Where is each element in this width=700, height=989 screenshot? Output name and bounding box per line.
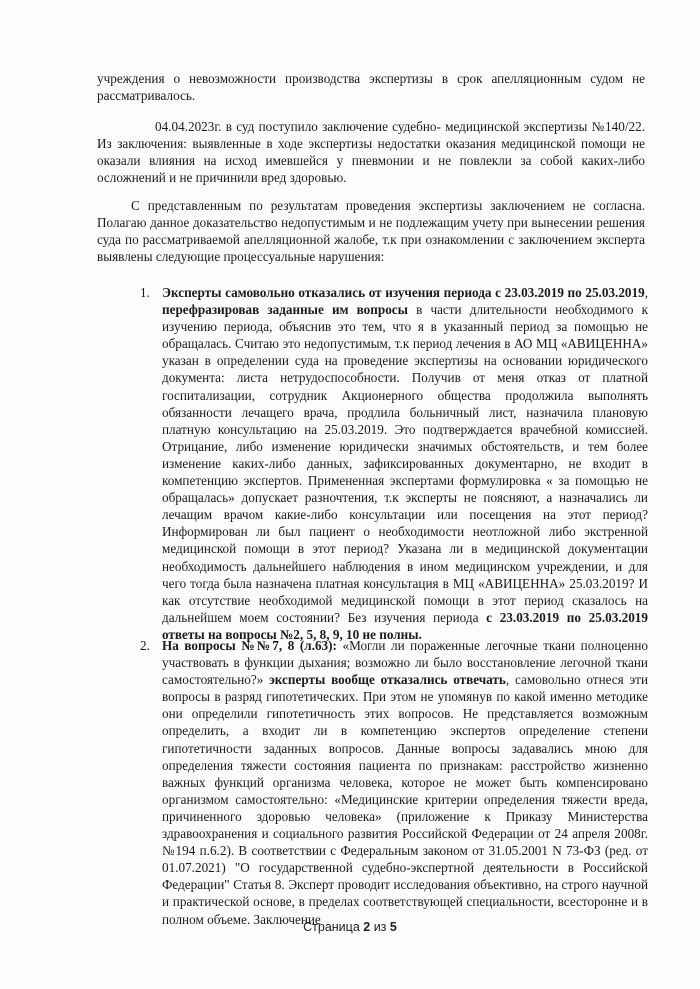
list-item-1-bold-a: Эксперты самовольно отказались от изучения периода с 23.03.2019 по 25.03.2019 <box>162 285 645 300</box>
paragraph-2-text: 04.04.2023г. в суд поступило заключение судебно- медицинской экспертизы №140/22. Из заключения: выявленные в ходе экспертизы недостатки оказания медицинской помощи не оказали влияния на исход имевшейся у пневмонии и не повлекли за собой каких-либо осложнений и не причинили вред здоровью. <box>97 119 645 186</box>
list-item-2-bold-b: эксперты вообще отказались отвечать <box>269 672 506 688</box>
list-item-2-bold-a: На вопросы №№7, 8 (л.63): <box>162 638 337 653</box>
list-item-1-text-b: в части длительности необходимого к изучению периода, объяснив это тем, что я в указанный период за помощью не обращалась. Считаю это недопустимым, т.к период лечения в АО МЦ «АВИЦЕННА» указан в определении суда на проведение экспертизы на основании юридического документа: листа нетрудоспособности. Получив от меня отказ от платной госпитализации, сотрудник Акционерного общества продолжила выполнять обязанности лечащего врача, продлила больничный лист, назначила плановую платную консультацию на 25.03.2019. Это подтверждается врачебной комиссией. Отрицание, либо изменение юридически значимых обстоятельств, и тем более изменение каких-либо данных, зафиксированных документарно, не входит в компетенцию экспертов. Примененная экспертами формулировка « за помощью не обращалась» допускает разночтения, т.к эксперты не поясняют, а назначались ли лечащим врачом какие-либо консультации или посещения на этот период? Информирован ли был пациент о необходимости неотложной либо экстренной медицинской помощи в этот период? Указана ли в медицинской документации необходимость дальнейшего наблюдения в ином медицинском учреждении, и для чего тогда была назначена платная консультация в МЦ «АВИЦЕННА» 25.03.2019? И как отсутствие необходимой медицинской помощи в этот период сказалось на дальнейшем моем состоянии? Без изучения периода <box>162 302 649 625</box>
list-number: 1. <box>140 285 150 300</box>
footer-word-of: из <box>373 920 387 934</box>
paragraph-3 <box>97 197 645 265</box>
footer-word-page: Страница <box>303 920 360 934</box>
paragraph-1-text: учреждения о невозможности производства экспертизы в срок апелляционным судом не рассматривалось. <box>97 71 645 104</box>
list-item-2-text-b: , самовольно отнеся эти вопросы в разряд гипотетических. При этом не упомянув по какой именно методике они определили гипотетичность этих вопросов. Не представляется возможным определить, а входит ли в компетенцию экспертов определение степени гипотетичности заданных вопросов. Данные вопросы задавались мною для определения тяжести состояния пациента по признакам: расстройство жизненно важных функций организма человека, которое не может быть компенсировано организмом самостоятельно: «Медицинские критерии определения тяжести вреда, причиненного здоровью человека» (приложение к Приказу Министерства здравоохранения и социального развития Российской Федерации от 24 апреля 2008г. №194 п.6.2). В соответствии с Федеральным законом от 31.05.2001 N 73-ФЗ (ред. от 01.07.2021) "О государственной судебно-экспертной деятельности в Российской Федерации" Статья 8. Эксперт проводит исследования объективно, на строго научной и практической основе, в пределах соответствующей специальности, всесторонне и в полном объеме. Заключение <box>162 672 648 927</box>
page-footer <box>0 919 700 936</box>
list-item-1-bold-b: перефразировав заданные им вопросы <box>162 302 408 318</box>
list-item-2-text-a: «Могли ли пораженные легочные ткани полноценно участвовать в функции дыхания; возможно ли было восстановление легочной ткани самостоятельно?» <box>162 638 648 688</box>
paragraph-1 <box>97 70 645 104</box>
list-item-1-bold-c: с 23.03.2019 по 25.03.2019 ответы на вопросы №2, 5, 8, 9, 10 не полны. <box>162 609 648 642</box>
list-item-1 <box>140 284 649 643</box>
list-item-2 <box>140 637 648 928</box>
footer-total-pages: 5 <box>389 920 397 934</box>
paragraph-2 <box>97 118 645 186</box>
paragraph-3-text: С представленным по результатам проведения экспертизы заключением не согласна. Полагаю данное доказательство недопустимым и не подлежащим учету при вынесении решения суда по рассматриваемой апелляционной жалобе, т.к при ознакомлении с заключением эксперта выявлены следующие процессуальные нарушения: <box>97 198 645 265</box>
list-item-1-text-a: , <box>644 285 648 300</box>
list-number: 2. <box>140 638 150 653</box>
footer-current-page: 2 <box>363 920 371 934</box>
